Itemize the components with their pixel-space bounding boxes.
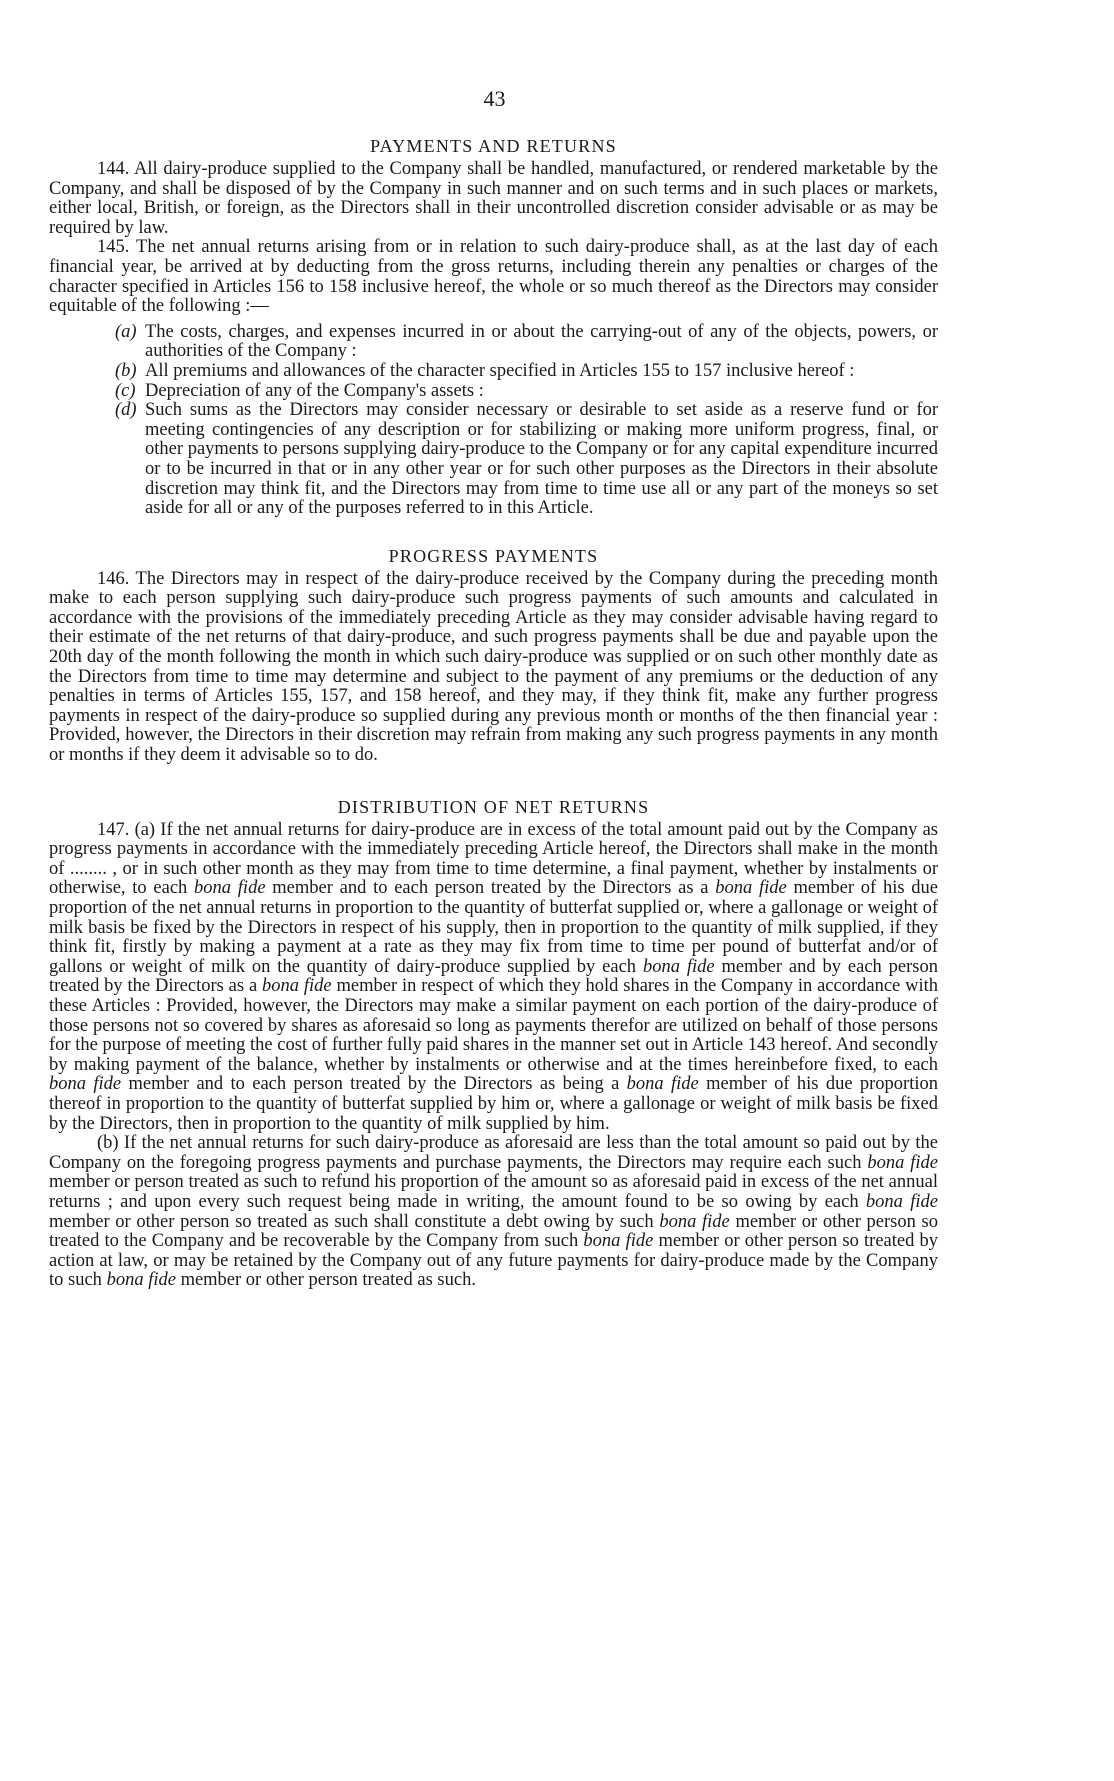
section-heading-progress-payments: PROGRESS PAYMENTS (388, 545, 599, 566)
article-145: 145. The net annual returns arising from or in relation to such dairy-produce shall, as at the last day of each financial year, be arrived at by deducting from the gross returns, including therein any penalties or charges of the character specified in Articles 156 to 158 inclusive hereof, the whole or so much thereof as the Directors may consider equitable of the following :— (49, 237, 938, 317)
list-item-marker: (b) (115, 360, 137, 381)
list-item-text: All premiums and allowances of the character specified in Articles 155 to 157 inclusive hereof : (145, 360, 855, 381)
list-item-text: Such sums as the Directors may consider necessary or desirable to set aside as a reserve fund or for meeting contingencies of any description or for stabilizing or making more uniform progress, final, or other payments to persons supplying dairy-produce to the Company or for any capital expenditure incurred or to be incurred in that or in any other year or for such other purposes as the Directors in their absolute discretion may think fit, and the Directors may from time to time use all or any part of the moneys so set aside for all or any of the purposes referred to in this Article. (145, 400, 938, 519)
list-item-marker: (c) (115, 380, 136, 401)
list-item (49, 401, 938, 519)
article-145-list (49, 323, 938, 519)
list-item-text: Depreciation of any of the Company's assets : (145, 380, 484, 401)
list-item-marker: (d) (115, 400, 137, 421)
list-item-marker: (a) (115, 321, 137, 342)
document-page (49, 86, 938, 1291)
list-item (49, 323, 938, 362)
list-item (49, 362, 938, 382)
list-item-text: The costs, charges, and expenses incurred in or about the carrying-out of any of the objects, powers, or authorities of the Company : (145, 321, 938, 362)
article-147-b: (b) If the net annual returns for such dairy-produce as aforesaid are less than the total amount so paid out by the Company on the foregoing progress payments and purchase payments, the Directors may require each such bona fide member or person treated as such to refund his proportion of the amount so as aforesaid paid in excess of the net annual returns ; and upon every such request being made in writing, the amount found to be so owing by each bona fide member or other person so treated as such shall constitute a debt owing by such bona fide member or other person so treated to the Company and be recoverable by the Company from such bona fide member or other person so treated by action at law, or may be retained by the Company out of any future payments for dairy-produce made by the Company to such bona fide member or other person treated as such. (49, 1133, 939, 1291)
page-number: 43 (483, 86, 506, 111)
article-147-a: 147. (a) If the net annual returns for dairy-produce are in excess of the total amount paid out by the Company as progress payments in accordance with the immediately preceding Article hereof, the Directors shall make in the month of ........ , or in such other month as they may from time to time determine, a final payment, whether by instalments or otherwise, to each bona fide member and to each person treated by the Directors as a bona fide member of his due proportion of the net annual returns in proportion to the quantity of butterfat supplied or, where a gallonage or weight of milk basis be fixed by the Directors in respect of his supply, then in proportion to the quantity of milk supplied, if they think fit, firstly by making a payment at a rate as they may fix from time to time per pound of butterfat and/or of gallons or weight of milk on the quantity of dairy-produce supplied by each bona fide member and by each person treated by the Directors as a bona fide member in respect of which they hold shares in the Company in accordance with these Articles : Provided, however, the Directors may make a similar payment on each portion of the dairy-produce of those persons not so covered by shares as aforesaid so long as payments therefor are utilized on behalf of those persons for the purpose of meeting the cost of further fully paid shares in the manner set out in Article 143 hereof. And secondly by making payment of the balance, whether by instalments or otherwise and at the times hereinbefore fixed, to each bona fide member and to each person treated by the Directors as being a bona fide member of his due proportion thereof in proportion to the quantity of butterfat supplied by him or, where a gallonage or weight of milk basis be fixed by the Directors, then in proportion to the quantity of milk supplied by him. (49, 819, 939, 1134)
article-144: 144. All dairy-produce supplied to the Company shall be handled, manufactured, or rendered marketable by the Company, and shall be disposed of by the Company in such manner and on such terms and in such places or markets, either local, British, or foreign, as the Directors shall in their uncontrolled discretion consider advisable or as may be required by law. (49, 159, 938, 238)
article-146: 146. The Directors may in respect of the dairy-produce received by the Company during the preceding month make to each person supplying such dairy-produce such progress payments of such amounts and calculated in accordance with the provisions of the immediately preceding Article as they may consider advisable having regard to their estimate of the net returns of that dairy-produce, and such progress payments shall be due and payable upon the 20th day of the month following the month in which such dairy-produce was supplied or on such other monthly date as the Directors from time to time may determine and subject to the payment of any premiums or the deduction of any penalties in terms of Articles 155, 157, and 158 hereof, and they may, if they think fit, make any further progress payments in respect of the dairy-produce so supplied during any previous month or months of the then financial year : Provided, however, the Directors in their discretion may refrain from making any such progress payments in any month or months if they deem it advisable so to do. (49, 568, 938, 766)
section-heading-distribution-of-net-returns: DISTRIBUTION OF NET RETURNS (337, 796, 650, 817)
list-item (49, 382, 938, 402)
section-heading-payments-and-returns: PAYMENTS AND RETURNS (370, 136, 617, 156)
